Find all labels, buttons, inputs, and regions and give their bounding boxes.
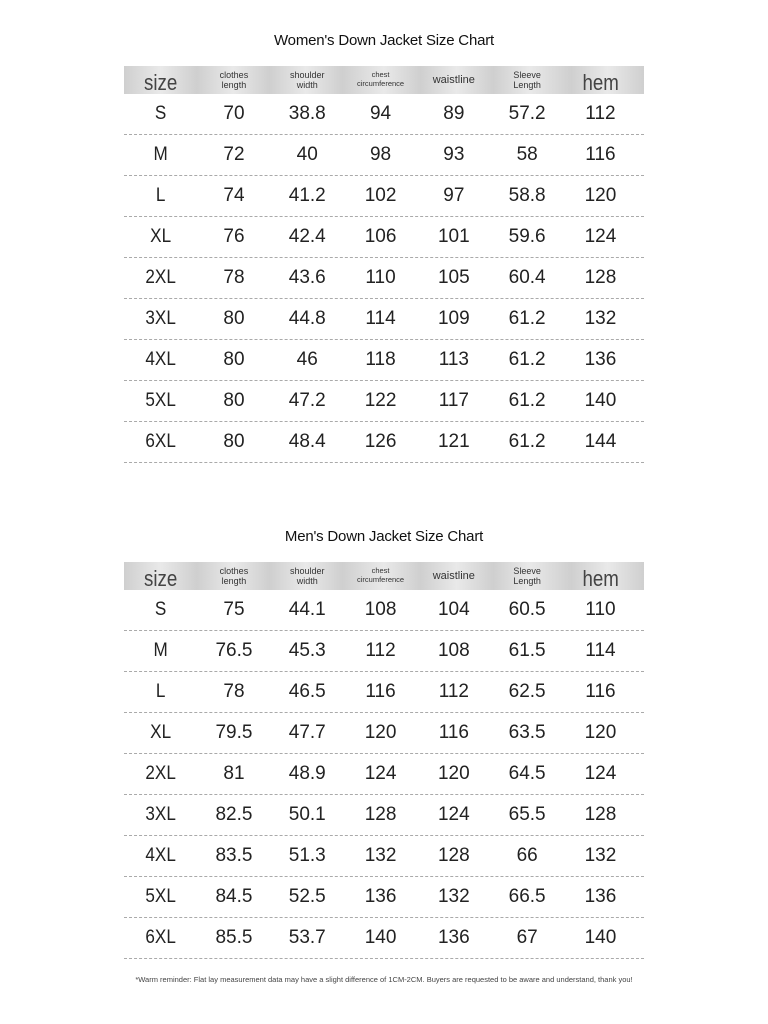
measurement-cell: 82.5 [215, 804, 253, 825]
measurement-cell: 112 [438, 681, 469, 702]
measurement-cell: 80 [223, 308, 245, 329]
header-shoulder-width [271, 566, 344, 587]
measurement-cell: 94 [369, 103, 392, 124]
measurement-cell: 140 [584, 390, 617, 411]
measurement-cell: 120 [584, 185, 617, 206]
header-waistline: waistline [432, 73, 475, 86]
measurement-cell: 136 [584, 886, 617, 907]
measurement-cell: 67 [516, 927, 538, 948]
measurement-cell: 80 [223, 390, 245, 411]
header-clothes-length [197, 566, 270, 587]
measurement-cell: 110 [585, 599, 616, 620]
measurement-cell: 65.5 [508, 804, 546, 825]
header-text: shoulder [289, 565, 325, 576]
header-sleeve-length [490, 566, 563, 587]
measurement-cell: 136 [437, 927, 470, 948]
header-size: size [144, 566, 178, 592]
measurement-cell: 132 [584, 845, 617, 866]
measurement-cell: 61.2 [508, 349, 546, 370]
measurement-cell: 80 [223, 349, 245, 370]
measurement-cell: 70 [223, 103, 245, 124]
women-size-chart [124, 28, 644, 463]
size-label-cell: M [153, 640, 168, 661]
measurement-cell: 78 [223, 267, 245, 288]
measurement-cell: 126 [364, 431, 397, 452]
measurement-cell: 44.1 [288, 599, 326, 620]
women-table-header [124, 66, 644, 94]
measurement-cell: 80 [223, 431, 245, 452]
measurement-cell: 132 [364, 845, 397, 866]
measurement-cell: 114 [365, 308, 396, 329]
measurement-cell: 136 [584, 349, 617, 370]
header-text: clothes [219, 565, 249, 576]
measurement-cell: 116 [438, 722, 469, 743]
measurement-cell: 61.2 [508, 390, 546, 411]
measurement-cell: 40 [296, 144, 318, 165]
size-label-cell: 2XL [145, 763, 176, 784]
measurement-cell: 132 [437, 886, 470, 907]
measurement-cell: 116 [365, 681, 396, 702]
size-label-cell: 2XL [145, 267, 176, 288]
measurement-cell: 93 [443, 144, 465, 165]
header-clothes-length [197, 70, 270, 91]
measurement-cell: 50.1 [288, 804, 326, 825]
measurement-cell: 109 [437, 308, 470, 329]
header-chest-circumference [344, 71, 417, 88]
measurement-cell: 106 [364, 226, 397, 247]
measurement-cell: 124 [437, 804, 470, 825]
table-row [124, 590, 644, 631]
header-text: length [221, 80, 247, 90]
size-label-cell: L [155, 185, 166, 206]
measurement-cell: 128 [437, 845, 470, 866]
table-row [124, 918, 644, 959]
measurement-cell: 52.5 [288, 886, 326, 907]
measurement-cell: 66.5 [508, 886, 546, 907]
measurement-cell: 116 [585, 681, 616, 702]
measurement-cell: 48.4 [288, 431, 326, 452]
measurement-cell: 120 [364, 722, 397, 743]
measurement-cell: 45.3 [288, 640, 326, 661]
measurement-cell: 44.8 [288, 308, 326, 329]
measurement-cell: 76 [223, 226, 245, 247]
measurement-cell: 74 [223, 185, 245, 206]
measurement-cell: 108 [364, 599, 397, 620]
measurement-cell: 104 [437, 599, 470, 620]
table-row [124, 258, 644, 299]
measurement-cell: 83.5 [215, 845, 253, 866]
measurement-cell: 120 [437, 763, 470, 784]
measurement-cell: 110 [365, 267, 396, 288]
table-row [124, 176, 644, 217]
measurement-cell: 63.5 [508, 722, 546, 743]
measurement-cell: 43.6 [288, 267, 326, 288]
warm-reminder-footnote: *Warm reminder: Flat lay measurement data may have a slight difference of 1CM-2CM. Buyers are requested to be aware and understand, thank you! [135, 975, 633, 984]
header-text: chest [371, 70, 390, 80]
measurement-cell: 48.9 [288, 763, 326, 784]
measurement-cell: 112 [585, 103, 616, 124]
measurement-cell: 64.5 [508, 763, 546, 784]
measurement-cell: 101 [437, 226, 470, 247]
measurement-cell: 128 [364, 804, 397, 825]
header-text: width [296, 576, 318, 586]
measurement-cell: 120 [584, 722, 617, 743]
measurement-cell: 78 [223, 681, 245, 702]
header-text: length [221, 576, 247, 586]
header-text: Sleeve [513, 69, 541, 80]
size-label-cell: 6XL [145, 927, 176, 948]
measurement-cell: 136 [364, 886, 397, 907]
measurement-cell: 140 [364, 927, 397, 948]
measurement-cell: 62.5 [508, 681, 546, 702]
measurement-cell: 81 [223, 763, 245, 784]
header-text: width [296, 80, 318, 90]
measurement-cell: 59.6 [508, 226, 546, 247]
header-text: chest [371, 566, 390, 576]
measurement-cell: 102 [364, 185, 397, 206]
size-label-cell: 3XL [145, 308, 176, 329]
measurement-cell: 112 [365, 640, 396, 661]
measurement-cell: 57.2 [508, 103, 546, 124]
men-chart-title: Men's Down Jacket Size Chart [284, 528, 484, 545]
table-row [124, 381, 644, 422]
women-chart-title: Women's Down Jacket Size Chart [273, 32, 494, 49]
measurement-cell: 61.2 [508, 308, 546, 329]
table-row [124, 631, 644, 672]
measurement-cell: 124 [584, 226, 617, 247]
table-row [124, 672, 644, 713]
men-table-header [124, 562, 644, 590]
size-label-cell: 4XL [145, 349, 176, 370]
measurement-cell: 128 [584, 804, 617, 825]
measurement-cell: 46.5 [288, 681, 326, 702]
table-row [124, 795, 644, 836]
header-size: size [144, 70, 178, 96]
table-row [124, 754, 644, 795]
measurement-cell: 60.5 [508, 599, 546, 620]
measurement-cell: 118 [365, 349, 396, 370]
table-row [124, 836, 644, 877]
measurement-cell: 105 [437, 267, 470, 288]
measurement-cell: 61.2 [508, 431, 546, 452]
header-text: circumference [356, 575, 405, 584]
size-label-cell: 5XL [145, 390, 176, 411]
table-row [124, 94, 644, 135]
size-label-cell: S [154, 103, 167, 124]
header-hem: hem [582, 566, 619, 592]
measurement-cell: 124 [364, 763, 397, 784]
measurement-cell: 58.8 [508, 185, 546, 206]
table-row [124, 135, 644, 176]
table-row [124, 422, 644, 463]
header-sleeve-length [490, 70, 563, 91]
measurement-cell: 124 [584, 763, 617, 784]
measurement-cell: 97 [443, 185, 465, 206]
measurement-cell: 72 [223, 144, 245, 165]
table-row [124, 713, 644, 754]
women-table-body [124, 94, 644, 463]
header-text: Sleeve [513, 565, 541, 576]
measurement-cell: 108 [437, 640, 470, 661]
size-label-cell: S [154, 599, 167, 620]
size-label-cell: XL [150, 722, 172, 743]
size-label-cell: 4XL [145, 845, 176, 866]
size-label-cell: 6XL [145, 431, 176, 452]
header-chest-circumference [344, 567, 417, 584]
men-table-body [124, 590, 644, 959]
measurement-cell: 140 [584, 927, 617, 948]
size-label-cell: 3XL [145, 804, 176, 825]
measurement-cell: 128 [584, 267, 617, 288]
measurement-cell: 98 [369, 144, 392, 165]
table-row [124, 340, 644, 381]
header-text: Length [513, 80, 541, 90]
measurement-cell: 79.5 [215, 722, 253, 743]
men-size-chart [124, 524, 644, 959]
header-text: clothes [219, 69, 249, 80]
measurement-cell: 121 [437, 431, 470, 452]
measurement-cell: 144 [584, 431, 617, 452]
measurement-cell: 47.7 [288, 722, 326, 743]
table-row [124, 217, 644, 258]
measurement-cell: 41.2 [288, 185, 326, 206]
measurement-cell: 51.3 [288, 845, 326, 866]
size-label-cell: XL [150, 226, 172, 247]
measurement-cell: 132 [584, 308, 617, 329]
measurement-cell: 47.2 [288, 390, 326, 411]
measurement-cell: 58 [516, 144, 538, 165]
table-row [124, 877, 644, 918]
measurement-cell: 38.8 [288, 103, 326, 124]
measurement-cell: 60.4 [508, 267, 546, 288]
measurement-cell: 122 [364, 390, 397, 411]
measurement-cell: 76.5 [215, 640, 253, 661]
header-text: Length [513, 576, 541, 586]
header-text: shoulder [289, 69, 325, 80]
measurement-cell: 53.7 [288, 927, 326, 948]
measurement-cell: 75 [223, 599, 245, 620]
measurement-cell: 85.5 [215, 927, 253, 948]
measurement-cell: 42.4 [288, 226, 326, 247]
size-label-cell: L [155, 681, 166, 702]
measurement-cell: 61.5 [508, 640, 546, 661]
size-label-cell: 5XL [145, 886, 176, 907]
measurement-cell: 46 [296, 349, 318, 370]
header-shoulder-width [271, 70, 344, 91]
measurement-cell: 113 [438, 349, 469, 370]
table-row [124, 299, 644, 340]
measurement-cell: 117 [438, 390, 469, 411]
header-waistline: waistline [432, 569, 475, 582]
measurement-cell: 114 [585, 640, 616, 661]
measurement-cell: 116 [585, 144, 616, 165]
measurement-cell: 66 [516, 845, 538, 866]
size-label-cell: M [153, 144, 168, 165]
measurement-cell: 89 [443, 103, 465, 124]
header-text: circumference [356, 79, 405, 88]
measurement-cell: 84.5 [215, 886, 253, 907]
header-hem: hem [582, 70, 619, 96]
